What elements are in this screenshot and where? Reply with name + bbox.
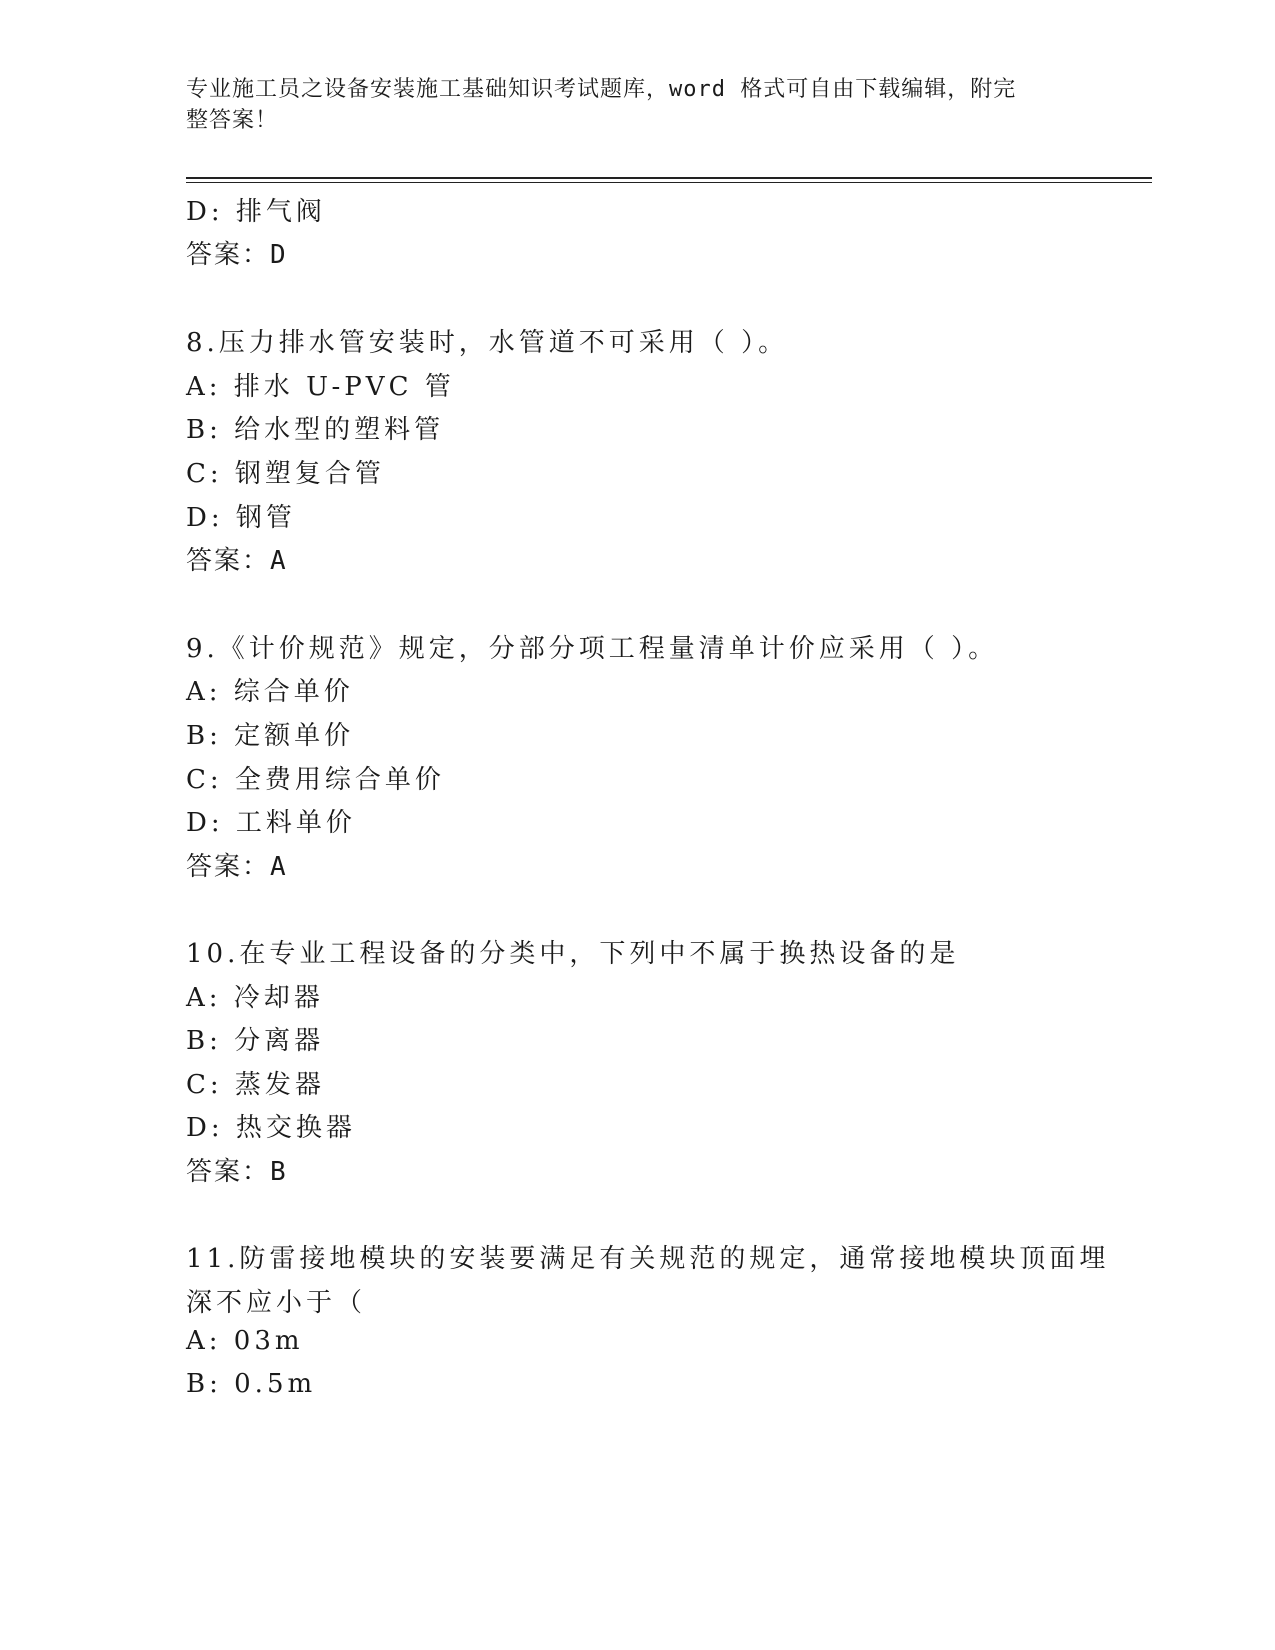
q10-answer: 答案：B <box>186 1157 288 1187</box>
q8-option-b: B: 给水型的塑料管 <box>186 415 445 445</box>
q11-stem-line-1: 11.防雷接地模块的安装要满足有关规范的规定，通常接地模块顶面埋 <box>186 1244 1110 1274</box>
q9-answer: 答案：A <box>186 852 288 882</box>
prev-answer: 答案：D <box>186 240 288 270</box>
q11-option-a: A: 03m <box>186 1326 304 1356</box>
header-divider-thick <box>186 177 1152 179</box>
header-divider-thin <box>186 182 1152 183</box>
q9-option-c: C: 全费用综合单价 <box>186 765 445 795</box>
header-line-1: 专业施工员之设备安装施工基础知识考试题库，word 格式可自由下载编辑，附完 <box>186 77 1017 102</box>
q8-option-d: D: 钢管 <box>186 503 296 533</box>
q10-option-d: D: 热交换器 <box>186 1113 356 1143</box>
header-line-2: 整答案！ <box>186 108 279 133</box>
q11-option-b: B: 0.5m <box>186 1369 317 1399</box>
q8-stem: 8.压力排水管安装时，水管道不可采用（ ）。 <box>186 328 789 358</box>
q8-option-a: A: 排水 U-PVC 管 <box>186 372 455 402</box>
q10-stem: 10.在专业工程设备的分类中，下列中不属于换热设备的是 <box>186 939 960 969</box>
document-header <box>186 74 1066 136</box>
q10-option-b: B: 分离器 <box>186 1026 325 1056</box>
prev-option-d: D: 排气阀 <box>186 197 326 227</box>
q8-answer: 答案：A <box>186 546 288 576</box>
q9-option-a: A: 综合单价 <box>186 677 354 707</box>
q9-option-d: D: 工料单价 <box>186 808 356 838</box>
q9-option-b: B: 定额单价 <box>186 721 355 751</box>
q9-stem: 9.《计价规范》规定，分部分项工程量清单计价应采用（ ）。 <box>186 634 999 664</box>
q10-option-c: C: 蒸发器 <box>186 1070 325 1100</box>
q11-stem-line-2: 深不应小于（ <box>186 1288 367 1318</box>
q10-option-a: A: 冷却器 <box>186 983 324 1013</box>
q8-option-c: C: 钢塑复合管 <box>186 459 385 489</box>
